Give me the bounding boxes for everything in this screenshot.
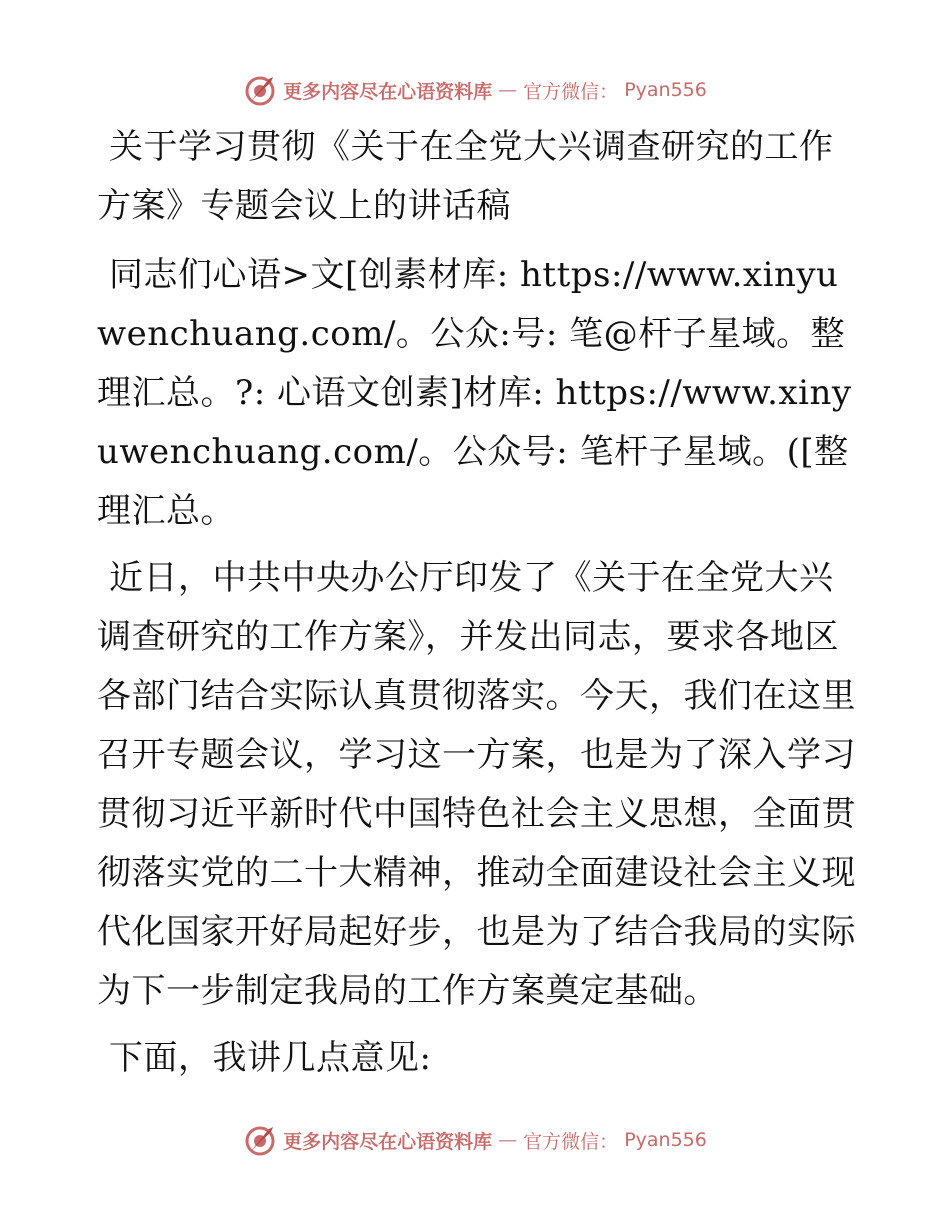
footer-watermark	[0, 1120, 950, 1160]
watermark-brand-text: 更多内容尽在心语资料库	[283, 80, 493, 103]
document-title: 关于学习贯彻《关于在全党大兴调查研究的工作方案》专题会议上的讲话稿	[97, 127, 834, 226]
watermark-wechat-label: 官方微信：	[523, 80, 619, 103]
paragraph-points: 下面，我讲几点意见:	[109, 1038, 432, 1078]
watermark-brand-text: 更多内容尽在心语资料库	[283, 1130, 493, 1153]
document-body	[97, 118, 857, 1096]
feather-pen-circle-icon	[243, 73, 277, 107]
feather-pen-circle-icon	[243, 1123, 277, 1157]
paragraph-main: 近日，中共中央办公厅印发了《关于在全党大兴调查研究的工作方案》，并发出同志，要求各地区各部门结合实际认真贯彻落实。今天，我们在这里召开专题会议，学习这一方案，也是为了深入学习贯彻习近平新时代中国特色社会主义思想，全面贯彻落实党的二十大精神，推动全面建设社会主义现代化国家开好局起好步，也是为了结合我局的实际为下一步制定我局的工作方案奠定基础。	[97, 558, 856, 1011]
watermark-separator: —	[498, 1129, 518, 1151]
watermark-wechat-id: Pyan556	[624, 1129, 707, 1151]
watermark-wechat-label: 官方微信：	[523, 1130, 619, 1153]
header-watermark	[0, 70, 950, 110]
watermark-wechat-id: Pyan556	[624, 79, 707, 101]
watermark-separator: —	[498, 79, 518, 101]
paragraph-intro: 同志们心语>文[创素材库: https://www.xinyuwenchuang.com/。公众:号: 笔@杆子星域。整理汇总。?: 心语文创素]材库: https://www.xinyuwenchuang.com/。公众号: 笔杆子星域。([整理汇总。	[97, 255, 852, 531]
